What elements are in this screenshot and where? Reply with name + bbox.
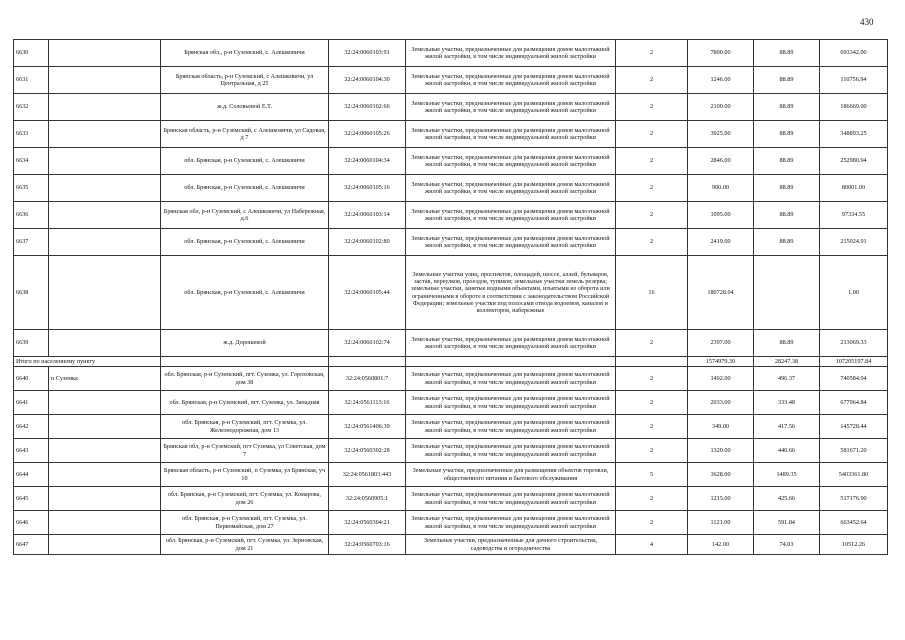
cadastral-number-cell: 32:24:0060103:14 bbox=[329, 202, 406, 229]
cadastral-value-cell: 97334.55 bbox=[820, 202, 888, 229]
address-cell: обл. Брянская, р-н Суземский, с. Алешковичи bbox=[161, 148, 329, 175]
address-cell: ж.д. Соловьевой Е.Т. bbox=[161, 94, 329, 121]
address-cell: обл. Брянская, р-н Суземский, пгт. Суземка, ул. Западная bbox=[161, 391, 329, 415]
area-cell: 900.00 bbox=[688, 175, 754, 202]
row-number: 6641 bbox=[14, 391, 49, 415]
area-cell: 3628.00 bbox=[688, 463, 754, 487]
address-cell: обл. Брянская, р-н Суземский, с. Алешковичи bbox=[161, 256, 329, 330]
area-cell: 142.00 bbox=[688, 535, 754, 555]
group-cell: 2 bbox=[616, 175, 688, 202]
cadastral-value-cell: 252980.94 bbox=[820, 148, 888, 175]
table-row bbox=[14, 511, 888, 535]
land-use-cell: Земельные участки, предназначенные для дачного строительства, садоводства и огородничества bbox=[406, 535, 616, 555]
table-row bbox=[14, 415, 888, 439]
cadastral-number-cell: 32:24:0560302:28 bbox=[329, 439, 406, 463]
cadastral-number-cell: 32:24:0060103:91 bbox=[329, 40, 406, 67]
group-cell: 2 bbox=[616, 148, 688, 175]
empty-cell bbox=[406, 357, 616, 367]
table-row bbox=[14, 330, 888, 357]
group-cell: 2 bbox=[616, 94, 688, 121]
settlement-cell bbox=[49, 175, 161, 202]
cadastral-number-cell: 32:24:0060105:44 bbox=[329, 256, 406, 330]
address-cell: Брянская обл., р-н Суземский, с. Алешковичи bbox=[161, 40, 329, 67]
settlement-cell bbox=[49, 391, 161, 415]
group-cell: 2 bbox=[616, 511, 688, 535]
land-use-cell: Земельные участки, предназначенные для размещения домов малоэтажной жилой застройки, в том числе индивидуальной жилой застройки bbox=[406, 121, 616, 148]
settlement-cell: п Суземка bbox=[49, 367, 161, 391]
empty-cell bbox=[329, 357, 406, 367]
land-use-cell: Земельные участки, предназначенные для размещения домов малоэтажной жилой застройки, в том числе индивидуальной жилой застройки bbox=[406, 415, 616, 439]
address-cell: Брянская обл, р-н Суземский, с Алешковичи, ул Набережная, д.6 bbox=[161, 202, 329, 229]
specific-value-cell: 88.89 bbox=[754, 148, 820, 175]
address-cell: Брянская область, р-н Суземский, п Суземка, ул Брянская, уч 10 bbox=[161, 463, 329, 487]
group-cell: 4 bbox=[616, 535, 688, 555]
address-cell: Брянская область, р-н Суземский, с Алешковичи, ул Садовая, д 7 bbox=[161, 121, 329, 148]
cadastral-number-cell: 32:24:0560801:7 bbox=[329, 367, 406, 391]
group-cell: 2 bbox=[616, 391, 688, 415]
land-use-cell: Земельные участки, предназначенные для размещения домов малоэтажной жилой застройки, в том числе индивидуальной жилой застройки bbox=[406, 439, 616, 463]
specific-value-cell: 88.89 bbox=[754, 67, 820, 94]
settlement-total-area: 1574979.30 bbox=[688, 357, 754, 367]
settlement-cell bbox=[49, 511, 161, 535]
area-cell: 2419.00 bbox=[688, 229, 754, 256]
group-cell: 2 bbox=[616, 202, 688, 229]
cadastral-value-cell: 80001.00 bbox=[820, 175, 888, 202]
table-row bbox=[14, 487, 888, 511]
settlement-cell bbox=[49, 94, 161, 121]
table-row bbox=[14, 391, 888, 415]
row-number: 6631 bbox=[14, 67, 49, 94]
row-number: 6645 bbox=[14, 487, 49, 511]
land-use-cell: Земельные участки улиц, проспектов, площадей, шоссе, аллей, бульваров, застав, переулков, проездов, тупиков; земельные участки земель резерва; земельные участки, занятые водными объектами, изъятыми из оборота или ограниченными в обороте в соответствии с законодательством Российской Федерации; земельные участки под полосами отвода водоемов, каналов и коллекторов, набережные bbox=[406, 256, 616, 330]
settlement-cell bbox=[49, 121, 161, 148]
specific-value-cell: 88.89 bbox=[754, 121, 820, 148]
cadastral-value-cell: 663452.64 bbox=[820, 511, 888, 535]
land-use-cell: Земельные участки, предназначенные для размещения домов малоэтажной жилой застройки, в том числе индивидуальной жилой застройки bbox=[406, 202, 616, 229]
row-number: 6643 bbox=[14, 439, 49, 463]
row-number: 6638 bbox=[14, 256, 49, 330]
land-use-cell: Земельные участки, предназначенные для размещения домов малоэтажной жилой застройки, в том числе индивидуальной жилой застройки bbox=[406, 511, 616, 535]
settlement-cell bbox=[49, 67, 161, 94]
land-use-cell: Земельные участки, предназначенные для размещения объектов торговли, общественного питания и бытового обслуживания bbox=[406, 463, 616, 487]
specific-value-cell: 88.89 bbox=[754, 175, 820, 202]
area-cell: 349.00 bbox=[688, 415, 754, 439]
group-cell: 2 bbox=[616, 40, 688, 67]
settlement-cell bbox=[49, 40, 161, 67]
row-number: 6639 bbox=[14, 330, 49, 357]
cadastral-number-cell: 32:24:0561803:443 bbox=[329, 463, 406, 487]
settlement-cell bbox=[49, 535, 161, 555]
empty-cell bbox=[161, 357, 329, 367]
cadastral-value-cell: 348893.25 bbox=[820, 121, 888, 148]
area-cell: 2846.00 bbox=[688, 148, 754, 175]
area-cell: 3925.00 bbox=[688, 121, 754, 148]
cadastral-number-cell: 32:24:0560905:1 bbox=[329, 487, 406, 511]
row-number: 6637 bbox=[14, 229, 49, 256]
address-cell: обл. Брянская, р-н Суземский, пгт. Суземка, ул. Комарова, дом 26 bbox=[161, 487, 329, 511]
cadastral-number-cell: 32:24:0561113:16 bbox=[329, 391, 406, 415]
table-row bbox=[14, 94, 888, 121]
group-cell: 2 bbox=[616, 330, 688, 357]
specific-value-cell: 425.66 bbox=[754, 487, 820, 511]
specific-value-cell: 88.89 bbox=[754, 94, 820, 121]
specific-value-cell: 440.66 bbox=[754, 439, 820, 463]
cadastral-value-cell: 215024.91 bbox=[820, 229, 888, 256]
table-row bbox=[14, 121, 888, 148]
cadastral-value-cell: 145728.44 bbox=[820, 415, 888, 439]
cadastral-value-cell: 213069.33 bbox=[820, 330, 888, 357]
land-use-cell: Земельные участки, предназначенные для размещения домов малоэтажной жилой застройки, в том числе индивидуальной жилой застройки bbox=[406, 391, 616, 415]
settlement-cell bbox=[49, 148, 161, 175]
area-cell: 1246.00 bbox=[688, 67, 754, 94]
row-number: 6644 bbox=[14, 463, 49, 487]
address-cell: обл. Брянская, р-н Суземский, пгт. Суземка, ул. Гороховская, дом 38 bbox=[161, 367, 329, 391]
page-number: 430 bbox=[860, 17, 874, 27]
row-number: 6636 bbox=[14, 202, 49, 229]
land-use-cell: Земельные участки, предназначенные для размещения домов малоэтажной жилой застройки, в том числе индивидуальной жилой застройки bbox=[406, 487, 616, 511]
specific-value-cell: 496.37 bbox=[754, 367, 820, 391]
row-number: 6632 bbox=[14, 94, 49, 121]
row-number: 6633 bbox=[14, 121, 49, 148]
cadastral-value-cell: 1.00 bbox=[820, 256, 888, 330]
table-row bbox=[14, 67, 888, 94]
settlement-cell bbox=[49, 330, 161, 357]
cadastral-value-cell: 677964.84 bbox=[820, 391, 888, 415]
land-use-cell: Земельные участки, предназначенные для размещения домов малоэтажной жилой застройки, в том числе индивидуальной жилой застройки bbox=[406, 94, 616, 121]
land-use-cell: Земельные участки, предназначенные для размещения домов малоэтажной жилой застройки, в том числе индивидуальной жилой застройки bbox=[406, 40, 616, 67]
area-cell: 1492.00 bbox=[688, 367, 754, 391]
group-cell: 2 bbox=[616, 487, 688, 511]
row-number: 6634 bbox=[14, 148, 49, 175]
table-row bbox=[14, 148, 888, 175]
cadastral-number-cell: 32:24:0560304:21 bbox=[329, 511, 406, 535]
table-row bbox=[14, 202, 888, 229]
group-cell: 16 bbox=[616, 256, 688, 330]
specific-value-cell: 88.89 bbox=[754, 229, 820, 256]
row-number: 6642 bbox=[14, 415, 49, 439]
specific-value-cell: 74.03 bbox=[754, 535, 820, 555]
land-use-cell: Земельные участки, предназначенные для размещения домов малоэтажной жилой застройки, в том числе индивидуальной жилой застройки bbox=[406, 229, 616, 256]
specific-value-cell: 417.56 bbox=[754, 415, 820, 439]
row-number: 6640 bbox=[14, 367, 49, 391]
specific-value-cell: 333.48 bbox=[754, 391, 820, 415]
land-registry-table bbox=[13, 39, 888, 555]
area-cell: 1095.00 bbox=[688, 202, 754, 229]
specific-value-cell: 88.89 bbox=[754, 330, 820, 357]
cadastral-value-cell: 581671.20 bbox=[820, 439, 888, 463]
table-row bbox=[14, 256, 888, 330]
land-use-cell: Земельные участки, предназначенные для размещения домов малоэтажной жилой застройки, в том числе индивидуальной жилой застройки bbox=[406, 367, 616, 391]
address-cell: обл. Брянская, р-н Суземский, с. Алешковичи bbox=[161, 229, 329, 256]
land-use-cell: Земельные участки, предназначенные для размещения домов малоэтажной жилой застройки, в том числе индивидуальной жилой застройки bbox=[406, 330, 616, 357]
settlement-cell bbox=[49, 415, 161, 439]
cadastral-number-cell: 32:24:0060102:74 bbox=[329, 330, 406, 357]
settlement-cell bbox=[49, 463, 161, 487]
empty-cell bbox=[616, 357, 688, 367]
cadastral-number-cell: 32:24:0561406:39 bbox=[329, 415, 406, 439]
group-cell: 2 bbox=[616, 67, 688, 94]
table-row bbox=[14, 367, 888, 391]
settlement-total-label: Итого по населенному пункту bbox=[14, 357, 161, 367]
address-cell: обл. Брянская, р-н Суземский, с. Алешковичи bbox=[161, 175, 329, 202]
address-cell: Брянская область, р-н Суземский, с Алешковичи, ул Центральная, д 25 bbox=[161, 67, 329, 94]
group-cell: 2 bbox=[616, 121, 688, 148]
group-cell: 2 bbox=[616, 367, 688, 391]
cadastral-number-cell: 32:24:0060105:26 bbox=[329, 121, 406, 148]
table-row bbox=[14, 40, 888, 67]
settlement-total-specific-value: 28247.38 bbox=[754, 357, 820, 367]
area-cell: 1121.00 bbox=[688, 511, 754, 535]
cadastral-number-cell: 32:24:0060104:30 bbox=[329, 67, 406, 94]
specific-value-cell: 591.84 bbox=[754, 511, 820, 535]
cadastral-number-cell: 32:24:0060104:34 bbox=[329, 148, 406, 175]
settlement-cell bbox=[49, 202, 161, 229]
specific-value-cell: 1489.35 bbox=[754, 463, 820, 487]
cadastral-value-cell: 5403361.80 bbox=[820, 463, 888, 487]
settlement-total-cadastral-value: 107205197.84 bbox=[820, 357, 888, 367]
group-cell: 2 bbox=[616, 439, 688, 463]
land-use-cell: Земельные участки, предназначенные для размещения домов малоэтажной жилой застройки, в том числе индивидуальной жилой застройки bbox=[406, 67, 616, 94]
cadastral-value-cell: 110756.94 bbox=[820, 67, 888, 94]
table-row bbox=[14, 175, 888, 202]
cadastral-value-cell: 186669.00 bbox=[820, 94, 888, 121]
cadastral-number-cell: 32:24:0060102:66 bbox=[329, 94, 406, 121]
address-cell: обл. Брянская, р-н Суземский, пгт. Суземка, ул. Железнодорожная, дом 13 bbox=[161, 415, 329, 439]
area-cell: 180728.04 bbox=[688, 256, 754, 330]
specific-value-cell: 88.89 bbox=[754, 202, 820, 229]
land-use-cell: Земельные участки, предназначенные для размещения домов малоэтажной жилой застройки, в том числе индивидуальной жилой застройки bbox=[406, 175, 616, 202]
group-cell: 2 bbox=[616, 229, 688, 256]
settlement-cell bbox=[49, 256, 161, 330]
area-cell: 2397.00 bbox=[688, 330, 754, 357]
specific-value-cell bbox=[754, 256, 820, 330]
area-cell: 1320.00 bbox=[688, 439, 754, 463]
cadastral-number-cell: 32:24:0560703:16 bbox=[329, 535, 406, 555]
area-cell: 7800.00 bbox=[688, 40, 754, 67]
settlement-cell bbox=[49, 439, 161, 463]
settlement-cell bbox=[49, 229, 161, 256]
address-cell: ж.д. Дорошевой bbox=[161, 330, 329, 357]
cadastral-value-cell: 693342.00 bbox=[820, 40, 888, 67]
cadastral-value-cell: 740584.04 bbox=[820, 367, 888, 391]
row-number: 6635 bbox=[14, 175, 49, 202]
area-cell: 2033.00 bbox=[688, 391, 754, 415]
settlement-cell bbox=[49, 487, 161, 511]
table-row bbox=[14, 229, 888, 256]
group-cell: 5 bbox=[616, 463, 688, 487]
cadastral-number-cell: 32:24:0060102:80 bbox=[329, 229, 406, 256]
settlement-total-row bbox=[14, 357, 888, 367]
address-cell: обл. Брянская, р-н Суземский, пгт. Суземка, ул. Зерновская, дом 21 bbox=[161, 535, 329, 555]
cadastral-value-cell: 10512.26 bbox=[820, 535, 888, 555]
specific-value-cell: 88.89 bbox=[754, 40, 820, 67]
table-row bbox=[14, 535, 888, 555]
land-use-cell: Земельные участки, предназначенные для размещения домов малоэтажной жилой застройки, в том числе индивидуальной жилой застройки bbox=[406, 148, 616, 175]
address-cell: Брянская обл, р-н Суземский, пгт Суземка, ул Советская, дом 7 bbox=[161, 439, 329, 463]
address-cell: обл. Брянская, р-н Суземский, пгт. Суземка, ул. Первомайская, дом 27 bbox=[161, 511, 329, 535]
row-number: 6646 bbox=[14, 511, 49, 535]
table-row bbox=[14, 439, 888, 463]
area-cell: 1215.00 bbox=[688, 487, 754, 511]
group-cell: 2 bbox=[616, 415, 688, 439]
table-row bbox=[14, 463, 888, 487]
cadastral-value-cell: 517176.90 bbox=[820, 487, 888, 511]
row-number: 6630 bbox=[14, 40, 49, 67]
cadastral-number-cell: 32:24:0060105:16 bbox=[329, 175, 406, 202]
area-cell: 2100.00 bbox=[688, 94, 754, 121]
row-number: 6647 bbox=[14, 535, 49, 555]
